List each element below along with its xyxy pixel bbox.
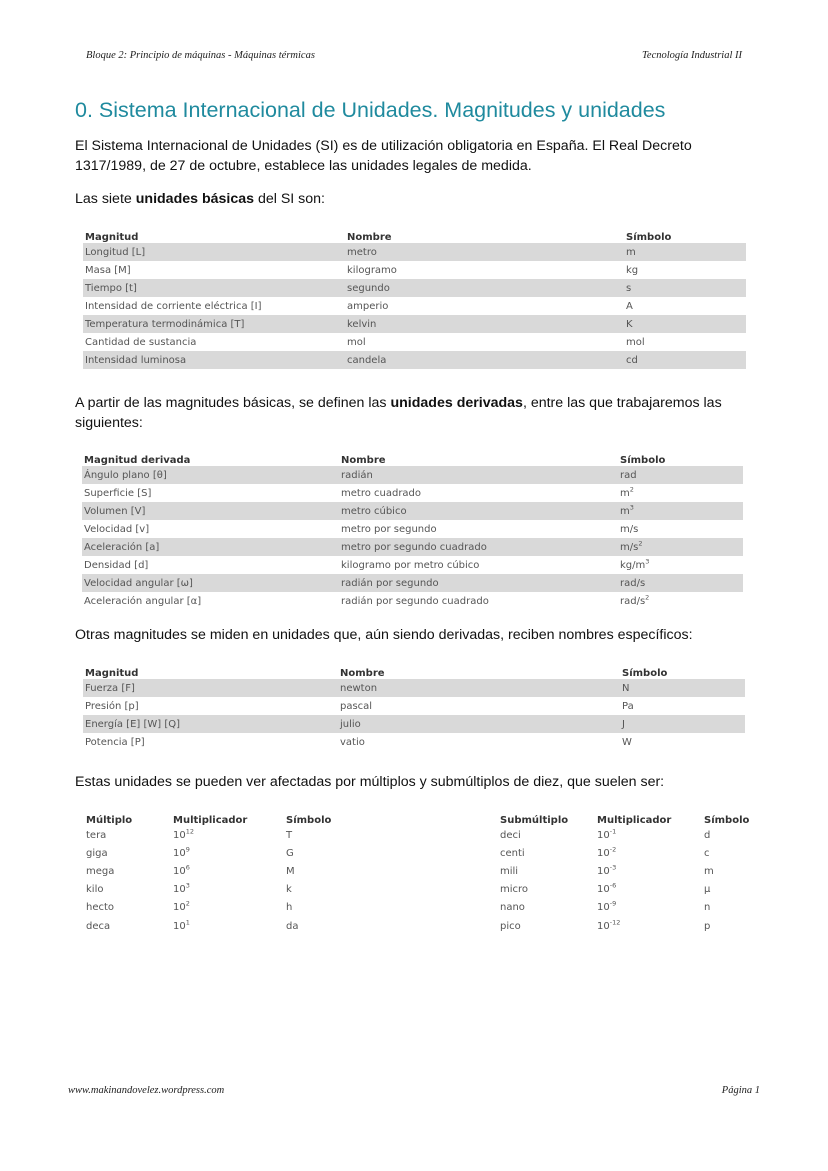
intro-paragraph: El Sistema Internacional de Unidades (SI) es de utilización obligatoria en España. El Real Decreto 1317/1989, de 27 de octubre, establece las unidades legales de medida. — [75, 138, 692, 174]
derived-intro-pre: A partir de las magnitudes básicas, se definen las — [75, 395, 391, 411]
multiplier-base: 10 — [597, 829, 610, 841]
col-header-multiplo: Múltiplo — [86, 815, 133, 826]
multiplier-exponent: -9 — [609, 900, 617, 909]
cell-magnitud: Volumen [V] — [82, 502, 339, 520]
symbol-exponent: 2 — [629, 485, 634, 494]
table-row — [83, 715, 745, 733]
footer-website: www.makinandovelez.wordpress.com — [68, 1085, 225, 1096]
table-row — [83, 697, 745, 715]
table-row — [83, 733, 745, 751]
symbol-base: rad/s — [620, 577, 646, 589]
cell-multiplier — [595, 917, 702, 935]
multiplier-base: 10 — [173, 902, 186, 914]
header-left: Bloque 2: Principio de máquinas - Máquinas térmicas — [86, 50, 315, 61]
cell-simbolo: mol — [626, 336, 645, 348]
page-title: 0. Sistema Internacional de Unidades. Magnitudes y unidades — [75, 98, 666, 122]
prefix-intro: Estas unidades se pueden ver afectadas por múltiplos y submúltiplos de diez, que suelen ser: — [75, 774, 665, 790]
table-row — [83, 315, 746, 333]
cell-prefix-symbol: d — [704, 829, 711, 841]
col-header-multiplicador: Multiplicador — [173, 815, 248, 826]
cell-prefix-name: giga — [86, 847, 108, 859]
cell-nombre: radián por segundo cuadrado — [341, 595, 489, 607]
table-row — [83, 243, 746, 261]
basic-units-table — [83, 225, 746, 369]
symbol-exponent: 3 — [645, 557, 650, 566]
table-row — [82, 484, 743, 502]
basic-intro-bold: unidades básicas — [135, 191, 255, 207]
cell-prefix-symbol: m — [704, 865, 714, 877]
multiplier-base: 10 — [173, 847, 186, 859]
cell-simbolo — [618, 484, 743, 502]
cell-nombre: segundo — [345, 279, 624, 297]
cell-magnitud: Masa [M] — [85, 264, 131, 276]
cell-nombre: pascal — [340, 700, 373, 712]
symbol-base: kg/m — [620, 559, 646, 571]
multiplier-base: 10 — [597, 902, 610, 914]
cell-multiplier — [171, 844, 284, 862]
cell-multiplier — [171, 881, 284, 899]
symbol-base: rad — [620, 469, 637, 481]
cell-nombre: radián por segundo — [339, 574, 618, 592]
cell-simbolo — [618, 592, 743, 610]
cell-prefix-name: deca — [86, 920, 111, 932]
cell-prefix-name: deci — [500, 829, 521, 841]
symbol-exponent: 2 — [645, 593, 650, 602]
multiplier-base: 10 — [173, 865, 186, 877]
cell-simbolo: A — [626, 300, 633, 312]
cell-nombre: metro por segundo — [341, 523, 437, 535]
table-row — [82, 538, 743, 556]
submultiples-table — [498, 806, 760, 935]
symbol-exponent: 2 — [638, 539, 643, 548]
col-header-simbolo: Símbolo — [620, 455, 666, 466]
cell-multiplier — [171, 917, 284, 935]
cell-magnitud: Ángulo plano [θ] — [82, 466, 339, 484]
cell-magnitud: Fuerza [F] — [83, 679, 338, 697]
multiplier-exponent: 2 — [185, 900, 190, 909]
cell-magnitud: Energía [E] [W] [Q] — [83, 715, 338, 733]
cell-prefix-name: mili — [500, 865, 519, 877]
table-row — [83, 679, 745, 697]
col-header-simbolo: Símbolo — [626, 232, 672, 243]
col-header-nombre: Nombre — [340, 668, 385, 679]
table-row — [83, 297, 746, 315]
table-row — [84, 917, 394, 935]
symbol-exponent: 3 — [629, 503, 634, 512]
derived-intro-post: , entre las que trabajaremos las siguientes: — [75, 395, 722, 431]
cell-simbolo: K — [624, 315, 746, 333]
table-header-row — [84, 806, 394, 826]
table-row — [83, 279, 746, 297]
cell-simbolo: N — [620, 679, 745, 697]
table-row — [82, 556, 743, 574]
basic-units-intro — [75, 189, 759, 209]
multiplier-base: 10 — [173, 829, 186, 841]
table-header-row — [83, 225, 746, 243]
cell-multiplier — [595, 862, 702, 880]
cell-simbolo: cd — [624, 351, 746, 369]
table-row — [498, 881, 760, 899]
cell-magnitud: Temperatura termodinámica [T] — [83, 315, 345, 333]
table-row — [83, 261, 746, 279]
derived-units-intro — [75, 393, 759, 433]
col-header-nombre: Nombre — [347, 232, 392, 243]
cell-simbolo — [618, 520, 743, 538]
cell-simbolo — [618, 538, 743, 556]
cell-simbolo: Pa — [622, 700, 634, 712]
multiplier-exponent: -2 — [609, 845, 617, 854]
table-header-row — [82, 448, 743, 466]
cell-prefix-name: micro — [500, 884, 529, 896]
cell-multiplier — [595, 881, 702, 899]
cell-simbolo — [618, 556, 743, 574]
cell-nombre: vatio — [340, 736, 365, 748]
cell-nombre: metro cúbico — [339, 502, 618, 520]
basic-intro-post: del SI son: — [254, 191, 325, 207]
cell-nombre: metro cuadrado — [341, 487, 422, 499]
cell-magnitud: Presión [p] — [85, 700, 139, 712]
derived-intro-bold: unidades derivadas — [390, 395, 523, 411]
cell-simbolo: kg — [626, 264, 639, 276]
multiplier-base: 10 — [597, 884, 610, 896]
cell-simbolo — [618, 502, 743, 520]
multiplier-base: 10 — [597, 865, 610, 877]
cell-prefix-symbol: h — [286, 902, 293, 914]
cell-multiplier — [595, 826, 702, 844]
table-row — [84, 881, 394, 899]
multiplier-base: 10 — [173, 884, 186, 896]
multiples-table — [84, 806, 394, 935]
cell-magnitud: Intensidad de corriente eléctrica [I] — [85, 300, 262, 312]
col-header-simbolo: Símbolo — [286, 815, 332, 826]
cell-magnitud: Longitud [L] — [83, 243, 345, 261]
derived-units-table — [82, 448, 743, 610]
cell-nombre: metro por segundo cuadrado — [339, 538, 618, 556]
multiplier-exponent: 6 — [185, 863, 190, 872]
cell-magnitud: Cantidad de sustancia — [85, 336, 197, 348]
cell-prefix-symbol: μ — [704, 884, 711, 896]
cell-prefix-symbol: T — [286, 829, 293, 841]
cell-magnitud: Velocidad angular [ω] — [82, 574, 339, 592]
table-row — [84, 862, 394, 880]
cell-multiplier — [171, 862, 284, 880]
cell-prefix-name: hecto — [86, 902, 115, 914]
multiplier-exponent: -1 — [609, 827, 617, 836]
table-row — [82, 520, 743, 538]
cell-prefix-symbol: G — [286, 847, 294, 859]
symbol-base: m — [620, 487, 630, 499]
cell-magnitud: Superficie [S] — [84, 487, 152, 499]
cell-nombre: radián — [339, 466, 618, 484]
table-row — [498, 899, 760, 917]
col-header-magnitud: Magnitud — [85, 232, 139, 243]
table-row — [84, 899, 394, 917]
named-units-intro: Otras magnitudes se miden en unidades que, aún siendo derivadas, reciben nombres específicos: — [75, 627, 693, 643]
cell-magnitud: Tiempo [t] — [83, 279, 345, 297]
symbol-base: rad/s — [620, 595, 646, 607]
multiplier-exponent: -6 — [609, 881, 617, 890]
cell-prefix-name: mega — [86, 865, 115, 877]
basic-intro-pre: Las siete — [75, 191, 136, 207]
symbol-base: m/s — [620, 541, 639, 553]
cell-magnitud: Densidad [d] — [84, 559, 149, 571]
cell-prefix-name: nano — [500, 902, 525, 914]
cell-magnitud: Aceleración angular [α] — [84, 595, 202, 607]
col-header-simbolo: Símbolo — [622, 668, 668, 679]
multiplier-base: 10 — [597, 920, 610, 932]
cell-simbolo — [618, 574, 743, 592]
col-header-nombre: Nombre — [341, 455, 386, 466]
cell-simbolo: J — [620, 715, 745, 733]
multiplier-exponent: 3 — [185, 881, 190, 890]
table-row — [498, 917, 760, 935]
multiplier-base: 10 — [597, 847, 610, 859]
header-right: Tecnología Industrial II — [642, 50, 742, 61]
cell-multiplier — [171, 826, 284, 844]
cell-prefix-name: tera — [86, 829, 107, 841]
cell-nombre: amperio — [347, 300, 389, 312]
cell-magnitud: Intensidad luminosa — [83, 351, 345, 369]
col-header-simbolo: Símbolo — [704, 815, 750, 826]
col-header-magnitud: Magnitud — [85, 668, 139, 679]
table-header-row — [83, 661, 745, 679]
col-header-submultiplo: Submúltiplo — [500, 815, 569, 826]
table-row — [83, 351, 746, 369]
table-row — [498, 862, 760, 880]
cell-simbolo: s — [624, 279, 746, 297]
symbol-base: m — [620, 505, 630, 517]
cell-simbolo: W — [622, 736, 632, 748]
footer-page-number: Página 1 — [721, 1085, 760, 1096]
cell-prefix-name: centi — [500, 847, 525, 859]
cell-prefix-symbol: M — [286, 865, 295, 877]
table-row — [82, 466, 743, 484]
table-row — [84, 826, 394, 844]
multiplier-base: 10 — [173, 920, 186, 932]
table-row — [83, 333, 746, 351]
multiplier-exponent: -12 — [609, 918, 621, 927]
table-row — [498, 844, 760, 862]
cell-nombre: kilogramo — [347, 264, 397, 276]
cell-magnitud: Aceleración [a] — [82, 538, 339, 556]
named-units-table — [83, 661, 745, 751]
cell-nombre: julio — [338, 715, 620, 733]
cell-simbolo: m — [624, 243, 746, 261]
cell-magnitud: Velocidad [v] — [84, 523, 150, 535]
multiplier-exponent: 12 — [185, 827, 195, 836]
cell-multiplier — [595, 844, 702, 862]
cell-prefix-name: kilo — [86, 884, 104, 896]
cell-prefix-symbol: p — [704, 920, 711, 932]
cell-prefix-symbol: da — [286, 920, 299, 932]
cell-magnitud: Potencia [P] — [85, 736, 145, 748]
cell-nombre: newton — [338, 679, 620, 697]
table-header-row — [498, 806, 760, 826]
cell-prefix-symbol: n — [704, 902, 711, 914]
cell-multiplier — [595, 899, 702, 917]
col-header-magnitud-derivada: Magnitud derivada — [84, 455, 191, 466]
cell-prefix-symbol: k — [286, 884, 292, 896]
cell-nombre: kelvin — [345, 315, 624, 333]
table-row — [498, 826, 760, 844]
table-row — [82, 502, 743, 520]
table-row — [84, 844, 394, 862]
symbol-base: m/s — [620, 523, 639, 535]
cell-nombre: metro — [345, 243, 624, 261]
table-row — [82, 592, 743, 610]
cell-simbolo — [618, 466, 743, 484]
cell-nombre: mol — [347, 336, 366, 348]
multiplier-exponent: 1 — [185, 918, 190, 927]
cell-prefix-symbol: c — [704, 847, 710, 859]
cell-multiplier — [171, 899, 284, 917]
multiplier-exponent: 9 — [185, 845, 190, 854]
col-header-multiplicador: Multiplicador — [597, 815, 672, 826]
table-row — [82, 574, 743, 592]
cell-prefix-name: pico — [500, 920, 521, 932]
cell-nombre: kilogramo por metro cúbico — [341, 559, 480, 571]
cell-nombre: candela — [345, 351, 624, 369]
multiplier-exponent: -3 — [609, 863, 617, 872]
